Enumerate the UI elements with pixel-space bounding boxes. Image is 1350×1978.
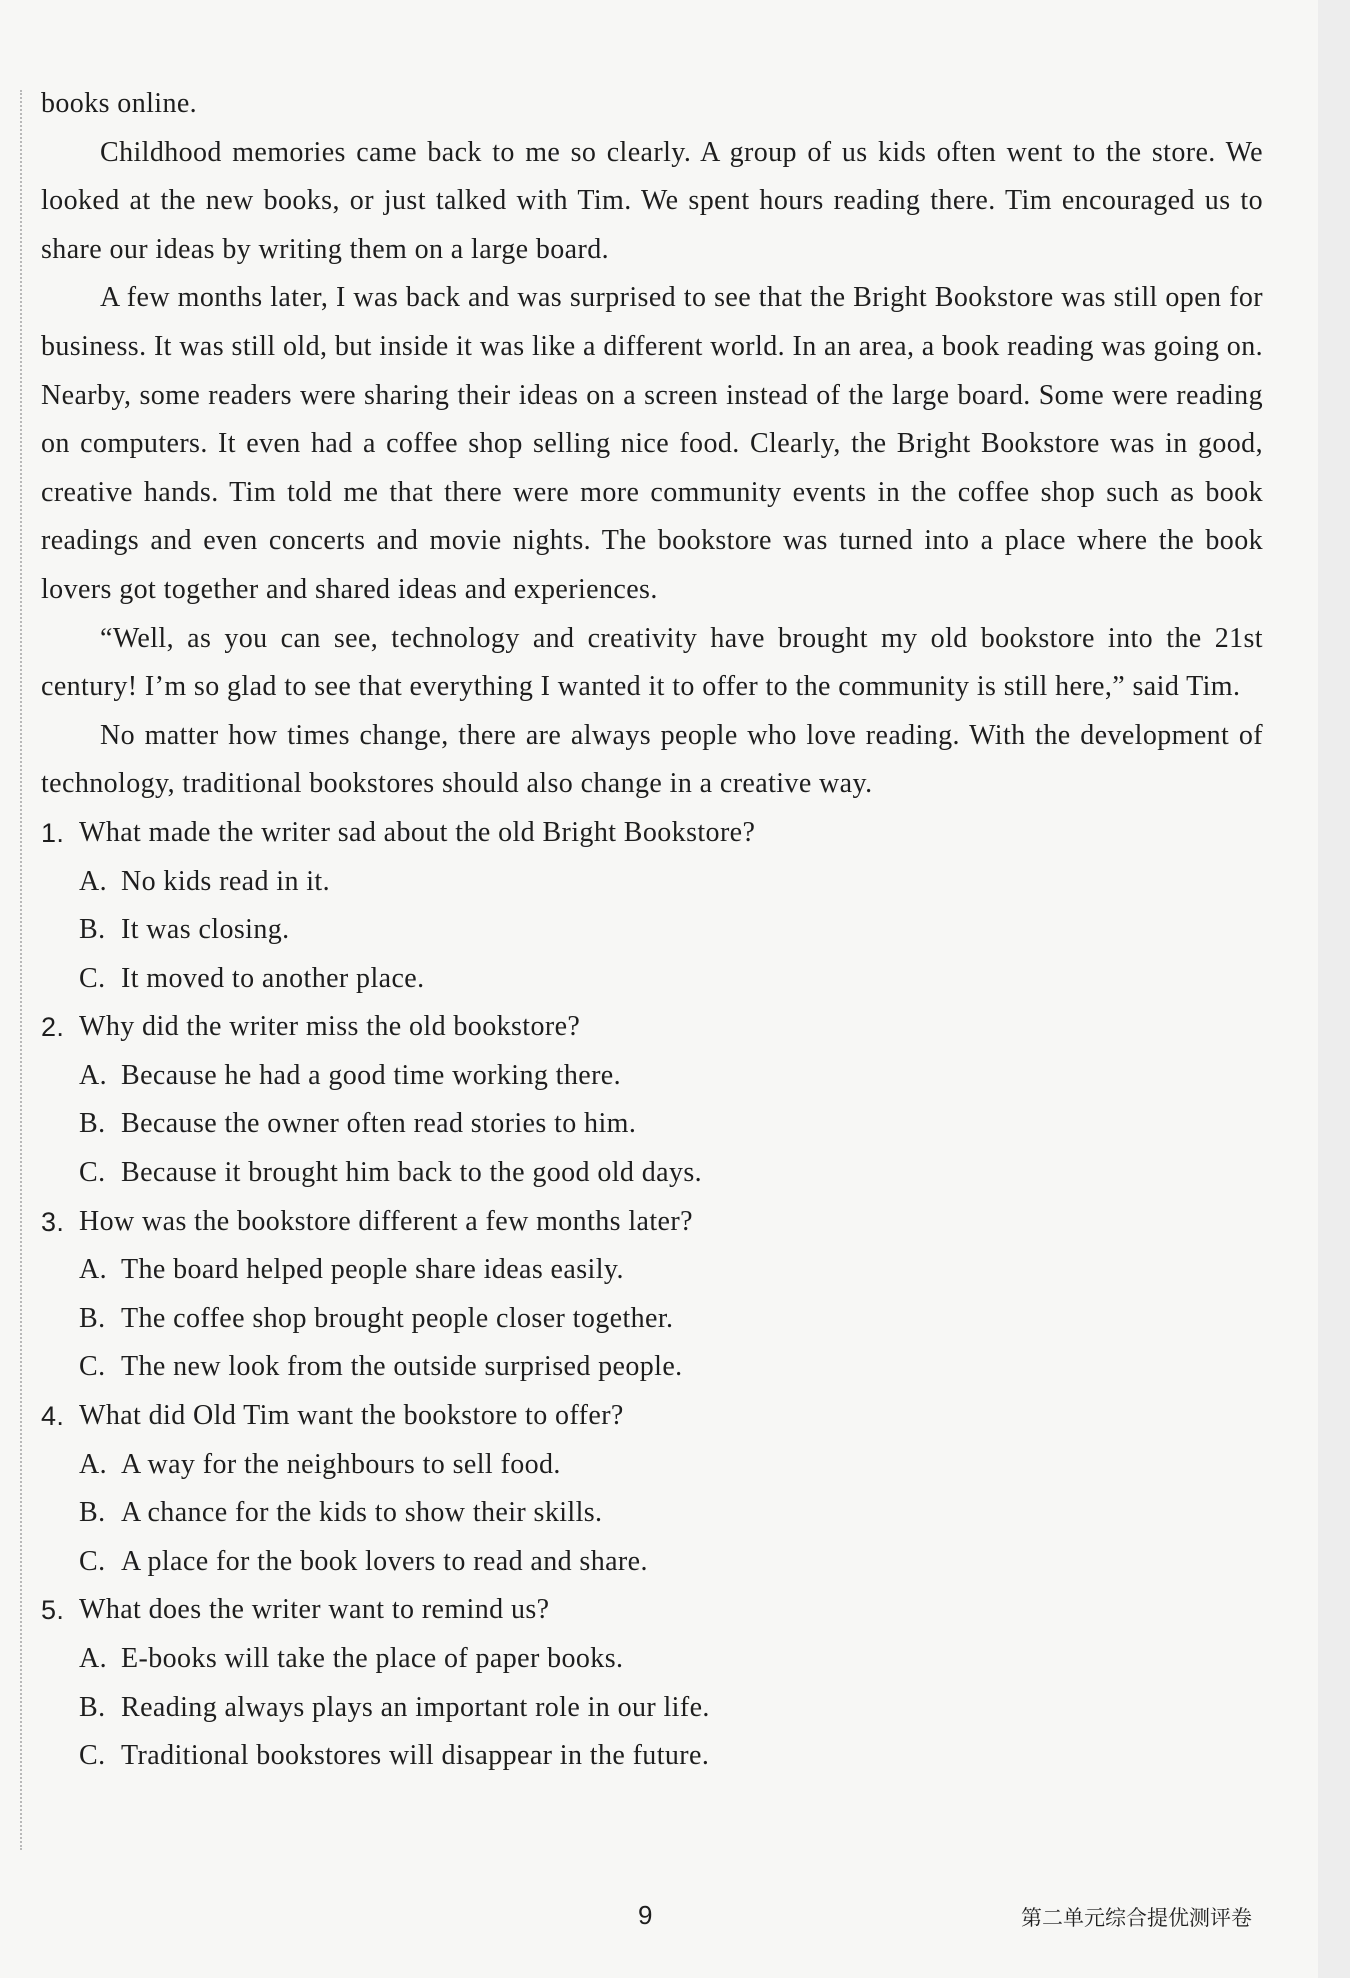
question-number: 2.	[41, 1012, 65, 1043]
answer-option	[41, 1246, 1263, 1295]
answer-option	[41, 1684, 1263, 1733]
option-text: Traditional bookstores will disappear in the future.	[121, 1740, 710, 1772]
question-stem	[41, 1003, 1263, 1052]
answer-option	[41, 1295, 1263, 1344]
option-text: It moved to another place.	[121, 962, 425, 994]
option-text: A chance for the kids to show their skills.	[121, 1497, 603, 1529]
page-content	[41, 80, 1263, 1781]
passage-paragraph: books online.	[41, 88, 198, 119]
passage-paragraph: “Well, as you can see, technology and creativity have brought my old bookstore into the 21st century! I’m so glad to see that everything I wanted it to offer to the community is still here,” said Tim.	[41, 622, 1263, 703]
answer-option	[41, 1052, 1263, 1101]
option-text: Because it brought him back to the good old days.	[121, 1157, 703, 1189]
option-letter: B.	[79, 1302, 106, 1334]
option-letter: C.	[79, 1351, 106, 1383]
option-letter: C.	[79, 1157, 106, 1189]
answer-option	[41, 1149, 1263, 1198]
answer-option	[41, 1732, 1263, 1781]
question-number: 4.	[41, 1401, 65, 1432]
option-letter: C.	[79, 1740, 106, 1772]
page-number: 9	[638, 1900, 653, 1930]
option-letter: A.	[79, 1448, 108, 1480]
question-number: 3.	[41, 1206, 65, 1237]
series-title: 第二单元综合提优测评卷	[1021, 1906, 1252, 1930]
answer-option	[41, 1441, 1263, 1490]
option-letter: C.	[79, 1545, 106, 1577]
question-text: What does the writer want to remind us?	[79, 1594, 550, 1626]
passage-paragraph: No matter how times change, there are always people who love reading. With the development of technology, traditional bookstores should also change in a creative way.	[41, 719, 1263, 800]
option-letter: B.	[79, 1108, 106, 1140]
question-stem	[41, 1392, 1263, 1441]
option-letter: C.	[79, 962, 106, 994]
answer-option	[41, 1538, 1263, 1587]
option-text: A way for the neighbours to sell food.	[121, 1448, 561, 1480]
option-letter: A.	[79, 865, 108, 897]
question-stem	[41, 809, 1263, 858]
option-text: E-books will take the place of paper books.	[121, 1643, 624, 1674]
option-letter: A.	[79, 1254, 108, 1286]
option-text: No kids read in it.	[121, 865, 331, 897]
question-item	[41, 1392, 1263, 1586]
answer-option	[41, 955, 1263, 1004]
question-text: What made the writer sad about the old Bright Bookstore?	[79, 816, 756, 848]
question-stem	[41, 1198, 1263, 1247]
question-text: How was the bookstore different a few months later?	[79, 1205, 693, 1237]
reading-passage	[41, 80, 1263, 809]
option-text: It was closing.	[121, 914, 290, 946]
page-footer	[0, 1900, 1318, 1950]
option-letter: A.	[79, 1643, 108, 1674]
question-item	[41, 1586, 1263, 1780]
answer-option	[41, 1635, 1263, 1684]
answer-option	[41, 858, 1263, 907]
option-text: A place for the book lovers to read and share.	[121, 1545, 648, 1577]
option-text: The board helped people share ideas easily.	[121, 1254, 624, 1286]
binding-margin-line	[20, 90, 22, 1850]
option-letter: A.	[79, 1059, 108, 1091]
answer-option	[41, 1343, 1263, 1392]
option-letter: B.	[79, 914, 106, 946]
question-item	[41, 1003, 1263, 1197]
question-item	[41, 809, 1263, 1003]
question-text: Why did the writer miss the old bookstore?	[79, 1011, 581, 1043]
answer-option	[41, 906, 1263, 955]
answer-option	[41, 1100, 1263, 1149]
passage-paragraph: A few months later, I was back and was surprised to see that the Bright Bookstore was still open for business. It was still old, but inside it was like a different world. In an area, a book reading was going on. Nearby, some readers were sharing their ideas on a screen instead of the large board. Some were reading on computers. It even had a coffee shop selling nice food. Clearly, the Bright Bookstore was in good, creative hands. Tim told me that there were more community events in the coffee shop such as book readings and even concerts and movie nights. The bookstore was turned into a place where the book lovers got together and shared ideas and experiences.	[41, 282, 1263, 605]
option-letter: B.	[79, 1691, 106, 1723]
option-text: The coffee shop brought people closer together.	[121, 1302, 674, 1334]
question-text: What did Old Tim want the bookstore to offer?	[79, 1400, 624, 1432]
question-stem	[41, 1586, 1263, 1635]
option-letter: B.	[79, 1497, 106, 1529]
option-text: The new look from the outside surprised people.	[121, 1351, 683, 1383]
option-text: Reading always plays an important role in our life.	[121, 1691, 710, 1723]
option-text: Because he had a good time working there.	[121, 1059, 622, 1091]
question-number: 5.	[41, 1595, 65, 1626]
page-edge	[1318, 0, 1350, 1978]
question-list	[41, 809, 1263, 1781]
answer-option	[41, 1489, 1263, 1538]
question-number: 1.	[41, 817, 65, 848]
passage-paragraph: Childhood memories came back to me so clearly. A group of us kids often went to the store. We looked at the new books, or just talked with Tim. We spent hours reading there. Tim encouraged us to share our ideas by writing them on a large board.	[41, 136, 1263, 265]
option-text: Because the owner often read stories to him.	[121, 1108, 637, 1140]
question-item	[41, 1198, 1263, 1392]
